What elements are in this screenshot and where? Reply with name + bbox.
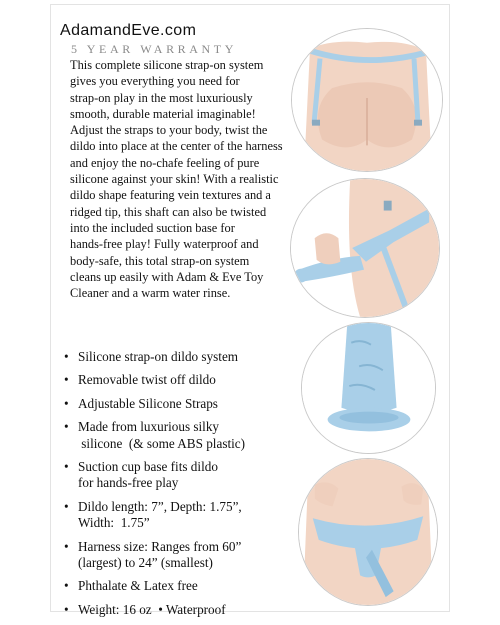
feature-text: Suction cup base fits dildo xyxy=(78,459,218,475)
harness-rear-photo xyxy=(291,28,443,172)
bullet-icon: • xyxy=(64,601,69,617)
description-line: and enjoy the no-chafe feeling of pure xyxy=(70,155,260,170)
description-line: body-safe, this total strap-on system xyxy=(70,253,250,268)
feature-list xyxy=(64,349,294,625)
description-line: into the included suction base for xyxy=(70,220,235,235)
feature-text: Dildo length: 7”, Depth: 1.75”, xyxy=(78,498,242,514)
description-line: dildo shape featuring vein textures and a xyxy=(70,188,271,203)
feature-item xyxy=(64,372,294,388)
description-line: This complete silicone strap-on system xyxy=(70,58,264,72)
feature-item xyxy=(64,499,294,532)
warranty-heading: 5 YEAR WARRANTY xyxy=(71,42,238,56)
bullet-icon: • xyxy=(64,538,69,554)
feature-text: Silicone strap-on dildo system xyxy=(78,349,239,364)
description-line: Adjust the straps to your body, twist the xyxy=(70,123,268,138)
bullet-icon: • xyxy=(64,419,69,435)
feature-text: Harness size: Ranges from 60” xyxy=(78,538,242,554)
bullet-icon: • xyxy=(64,459,69,475)
feature-text: Phthalate & Latex free xyxy=(78,578,198,594)
description-line: strap-on play in the most luxuriously xyxy=(70,90,253,105)
feature-text: Width: 1.75” xyxy=(78,515,150,531)
feature-text: Made from luxurious silky xyxy=(78,419,220,435)
feature-text: Adjustable Silicone Straps xyxy=(78,395,218,411)
bullet-icon: • xyxy=(64,395,69,411)
feature-text: silicone (& some ABS plastic) xyxy=(78,435,246,451)
bullet-icon: • xyxy=(64,578,69,594)
bullet-icon: • xyxy=(64,349,69,364)
description-line: cleans up easily with Adam & Eve Toy xyxy=(70,269,264,284)
description-line: smooth, durable material imaginable! xyxy=(70,106,256,121)
description-line: Cleaner and a warm water rinse. xyxy=(70,286,231,301)
suction-base-photo xyxy=(301,322,436,454)
feature-item xyxy=(64,539,294,572)
description-line: ridged tip, this shaft can also be twisted xyxy=(70,204,267,219)
harness-side-photo xyxy=(290,178,440,318)
brand-name: AdamandEve.com xyxy=(60,22,197,39)
feature-item xyxy=(64,349,294,365)
bullet-icon: • xyxy=(64,498,69,514)
bullet-icon: • xyxy=(64,372,69,388)
description-line: gives you everything you need for xyxy=(70,74,240,89)
harness-front-photo xyxy=(298,458,438,606)
feature-item xyxy=(64,578,294,594)
feature-item xyxy=(64,396,294,412)
feature-text: (largest) to 24” (smallest) xyxy=(78,555,213,571)
description-line: silicone against your skin! With a realistic xyxy=(70,172,279,187)
description-line: hands-free play! Fully waterproof and xyxy=(70,237,259,252)
feature-text: for hands-free play xyxy=(78,475,179,491)
feature-text: Removable twist off dildo xyxy=(78,372,216,388)
feature-item xyxy=(64,602,294,618)
product-description xyxy=(70,57,290,301)
feature-text: Weight: 16 oz • Waterproof xyxy=(78,601,226,617)
feature-item xyxy=(64,459,294,492)
description-line: dildo into place at the center of the harness xyxy=(70,139,283,154)
feature-item xyxy=(64,419,294,452)
